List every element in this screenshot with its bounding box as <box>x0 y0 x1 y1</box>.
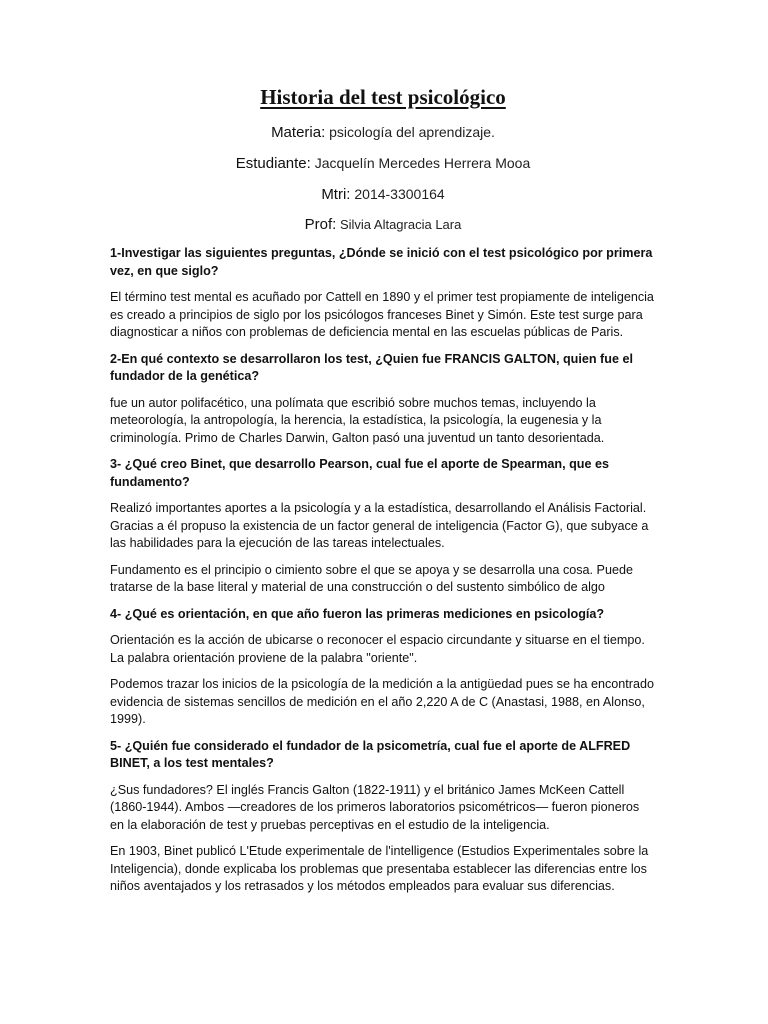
question-3: 3- ¿Qué creo Binet, que desarrollo Pearson, cual fue el aporte de Spearman, que es fundamento? <box>110 457 610 489</box>
meta-materia <box>110 122 656 143</box>
answer-paragraph: Realizó importantes aportes a la psicología y a la estadística, desarrollando el Análisis Factorial. Gracias a él propuso la existencia de un factor general de inteligencia (Factor G), que subyace a las habilidades para la ejecución de las tareas intelectuales. <box>110 501 649 550</box>
meta-label: Materia: <box>271 124 326 141</box>
answer-paragraph: El término test mental es acuñado por Cattell en 1890 y el primer test propiamente de inteligencia es creado a principios de siglo por los psicólogos franceses Binet y Simón. Este test surge para diagnosticar a niños con problemas de deficiencia mental en las escuelas públicas de Paris. <box>110 290 654 339</box>
answer-paragraph: Fundamento es el principio o cimiento sobre el que se apoya y se desarrolla una cosa. Puede tratarse de la base literal y material de una construcción o del sustento simbólico de algo <box>110 562 633 594</box>
answer-paragraph: En 1903, Binet publicó L'Etude experimentale de l'intelligence (Estudios Experimentales sobre la Inteligencia), donde explicaba los problemas que presentaba establecer las diferencias entre los niños aventajados y los retrasados y los métodos empleados para evaluar sus diferencias. <box>110 844 649 893</box>
question-2: 2-En qué contexto se desarrollaron los test, ¿Quien fue FRANCIS GALTON, quien fue el fundador de la genética? <box>110 351 633 383</box>
answer-paragraph: Orientación es la acción de ubicarse o reconocer el espacio circundante y situarse en el tiempo. La palabra orientación proviene de la palabra "oriente". <box>110 633 645 665</box>
meta-matricula <box>110 184 656 205</box>
meta-profesor <box>110 215 656 235</box>
meta-value: psicología del aprendizaje. <box>325 124 495 140</box>
question-5: 5- ¿Quién fue considerado el fundador de la psicometría, cual fue el aporte de ALFRED BINET, a los test mentales? <box>110 738 631 770</box>
answer-paragraph: ¿Sus fundadores? El inglés Francis Galton (1822-1911) y el británico James McKeen Cattell (1860-1944). Ambos —creadores de los primeros laboratorios psicométricos— fueron pioneros en la elaboración de test y pruebas perceptivas en el estudio de la inteligencia. <box>110 782 640 832</box>
document-title: Historia del test psicológico <box>260 85 506 109</box>
meta-estudiante <box>110 153 656 174</box>
document-body <box>110 245 656 896</box>
answer-paragraph: Podemos trazar los inicios de la psicología de la medición a la antigüedad pues se ha encontrado evidencia de sistemas sencillos de medición en el año 2,220 A de C (Anastasi, 1988, en Alonso, 1999). <box>110 677 654 726</box>
question-1: 1-Investigar las siguientes preguntas, ¿Dónde se inició con el test psicológico por primera vez, en que siglo? <box>110 246 653 278</box>
meta-label: Prof: <box>304 216 337 233</box>
meta-value: Silvia Altagracia Lara <box>336 217 462 232</box>
answer-paragraph: fue un autor polifacético, una polímata que escribió sobre muchos temas, incluyendo la meteorología, la antropología, la herencia, la estadística, la psicología, la eugenesia y la criminología. Primo de Charles Darwin, Galton pasó una juventud un tanto desorientada. <box>110 395 605 445</box>
meta-label: Estudiante: <box>235 155 311 172</box>
question-4: 4- ¿Qué es orientación, en que año fueron las primeras mediciones en psicología? <box>110 606 605 621</box>
meta-label: Mtri: <box>321 186 351 203</box>
meta-value: Jacquelín Mercedes Herrera Mooa <box>310 155 531 171</box>
meta-value: 2014-3300164 <box>350 186 445 202</box>
